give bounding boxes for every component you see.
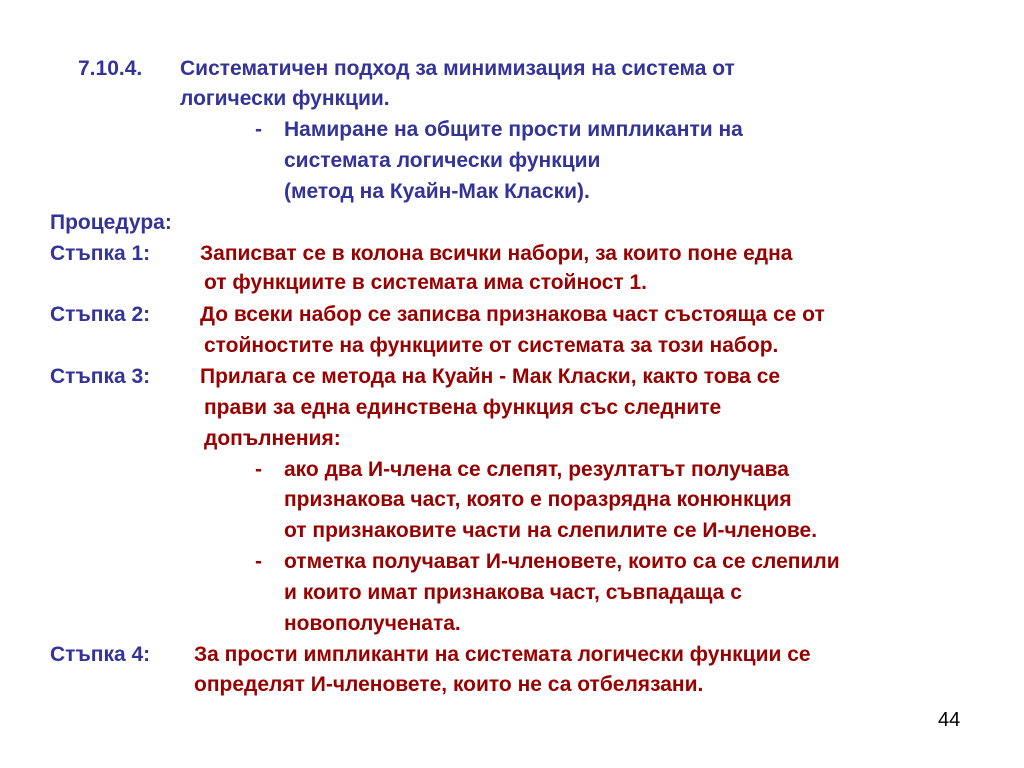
bullet-2-line-1: отметка получават И-членовете, които са се слепили: [284, 550, 840, 573]
section-title-line-1: Систематичен подход за минимизация на система от: [180, 57, 735, 80]
bullet-1-dash: -: [255, 458, 262, 481]
bullet-1-line-3: от признаковите части на слепилите се И-членове.: [284, 519, 818, 542]
bullet-1-line-1: ако два И-члена се слепят, резултатът получава: [284, 458, 789, 481]
step-2-label: Стъпка 2:: [50, 303, 151, 326]
step-1-text-line-1: Записват се в колона всички набори, за които поне една: [200, 242, 793, 265]
step-4-text-line-2: определят И-членовете, които не са отбелязани.: [194, 673, 704, 696]
bullet-2-line-3: новополучената.: [284, 612, 461, 635]
subtitle-line-3: (метод на Куайн-Мак Класки).: [284, 180, 590, 203]
step-2-text-line-1: До всеки набор се записва признакова част състояща се от: [200, 303, 825, 326]
subtitle-dash: -: [255, 118, 262, 141]
bullet-2-dash: -: [255, 550, 262, 573]
page-number: 44: [938, 709, 961, 731]
section-title-line-2: логически функции.: [180, 87, 390, 110]
bullet-1-line-2: признакова част, която е поразрядна конюнкция: [284, 488, 792, 511]
bullet-2-line-2: и които имат признакова част, съвпадаща с: [284, 581, 742, 604]
step-3-text-line-3: допълнения:: [204, 427, 341, 450]
subtitle-line-1: Намиране на общите прости импликанти на: [284, 118, 743, 141]
procedure-label: Процедура:: [50, 211, 172, 234]
step-1-label: Стъпка 1:: [50, 242, 151, 265]
step-1-text-line-2: от функциите в системата има стойност 1.: [204, 271, 648, 294]
subtitle-line-2: системата логически функции: [284, 149, 601, 172]
step-4-label: Стъпка 4:: [50, 643, 151, 666]
step-2-text-line-2: стойностите на функциите от системата за този набор.: [204, 334, 779, 357]
step-3-label: Стъпка 3:: [50, 365, 151, 388]
step-3-text-line-1: Прилага се метода на Куайн - Мак Класки, както това се: [200, 365, 781, 388]
step-3-text-line-2: прави за една единствена функция със следните: [204, 396, 722, 419]
section-number: 7.10.4.: [78, 57, 143, 80]
step-4-text-line-1: За прости импликанти на системата логически функции се: [194, 643, 811, 666]
